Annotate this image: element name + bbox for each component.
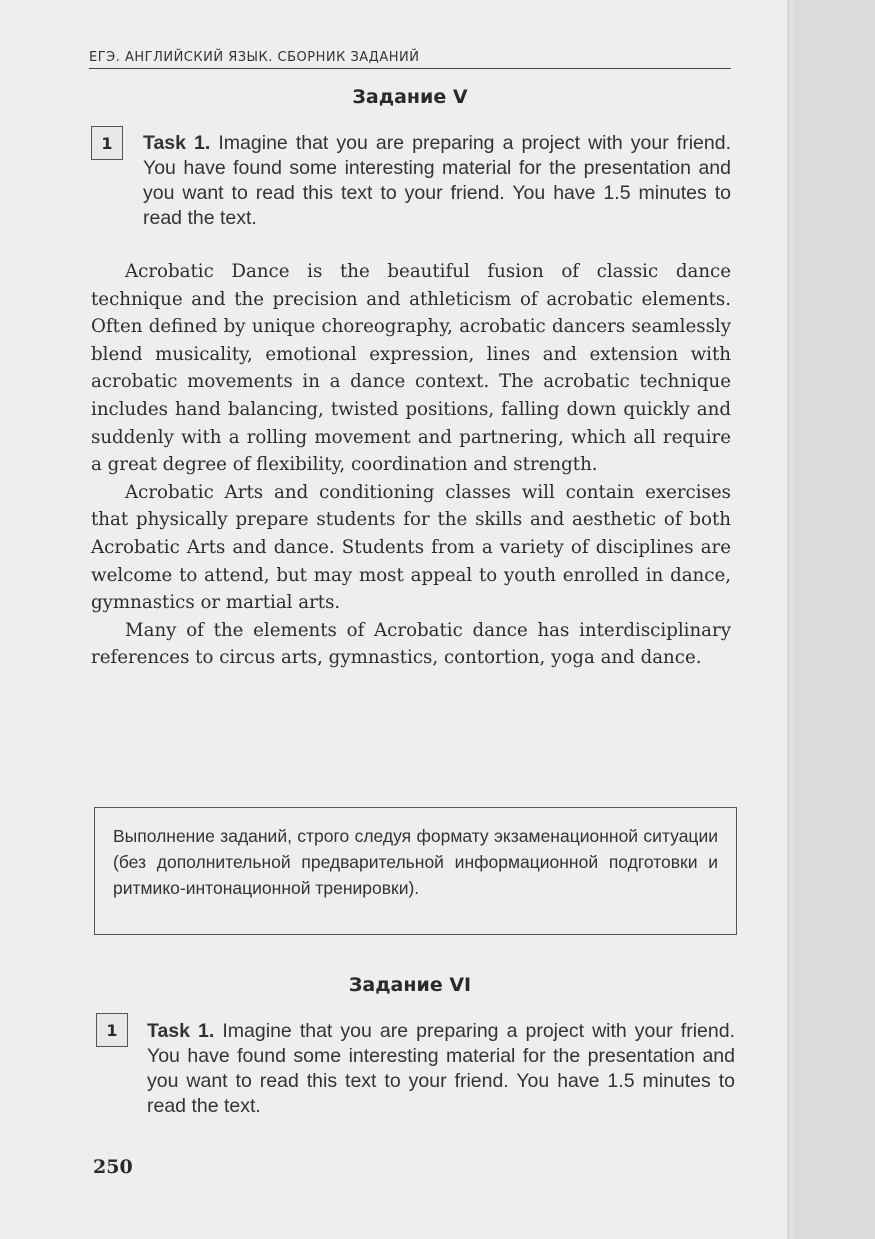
task-vi-text: Imagine that you are preparing a project with your friend. You have found some interesting material for the presentation and you want to read this text to your friend. You have 1.5 minutes to read the text. bbox=[147, 1020, 735, 1117]
reading-paragraph: Many of the elements of Acrobatic dance has interdisciplinary references to circus arts, gymnastics, contortion, yoga and dance. bbox=[91, 619, 731, 669]
reading-text bbox=[91, 258, 731, 672]
task-v-instruction bbox=[143, 131, 731, 231]
note-box: Выполнение заданий, строго следуя формату экзаменационной ситуации (без дополнительной предварительной информационной подготовки и ритмико-интонационной тренировки). bbox=[94, 807, 737, 935]
task-vi-label: Task 1. bbox=[147, 1020, 215, 1042]
page-number: 250 bbox=[93, 1156, 133, 1178]
reading-paragraph: Acrobatic Arts and conditioning classes will contain exercises that physically prepare students for the skills and aesthetic of both Acrobatic Arts and dance. Students from a variety of disciplines are welcome to attend, but may most appeal to youth enrolled in dance, gymnastics or martial arts. bbox=[91, 481, 731, 614]
task-vi-instruction bbox=[147, 1019, 735, 1119]
task-v-number-box: 1 bbox=[91, 126, 123, 160]
section-vi-title: Задание VI bbox=[348, 974, 472, 996]
task-v-text: Imagine that you are preparing a project with your friend. You have found some interesting material for the presentation and you want to read this text to your friend. You have 1.5 minutes to read the text. bbox=[143, 132, 731, 229]
task-v-label: Task 1. bbox=[143, 132, 211, 154]
task-vi-number-box: 1 bbox=[96, 1013, 128, 1047]
running-head: ЕГЭ. АНГЛИЙСКИЙ ЯЗЫК. СБОРНИК ЗАДАНИЙ bbox=[89, 50, 731, 69]
section-v-title: Задание V bbox=[352, 86, 468, 108]
reading-paragraph: Acrobatic Dance is the beautiful fusion of classic dance technique and the precision and athleticism of acrobatic elements. Often defined by unique choreography, acrobatic dancers seamlessly blend musicality, emotional expression, lines and extension with acrobatic movements in a dance context. The acrobatic technique includes hand balancing, twisted positions, falling down quickly and suddenly with a rolling movement and partnering, which all require a great degree of flexibility, coordination and strength. bbox=[91, 261, 731, 476]
page-edge-shadow bbox=[787, 0, 793, 1239]
